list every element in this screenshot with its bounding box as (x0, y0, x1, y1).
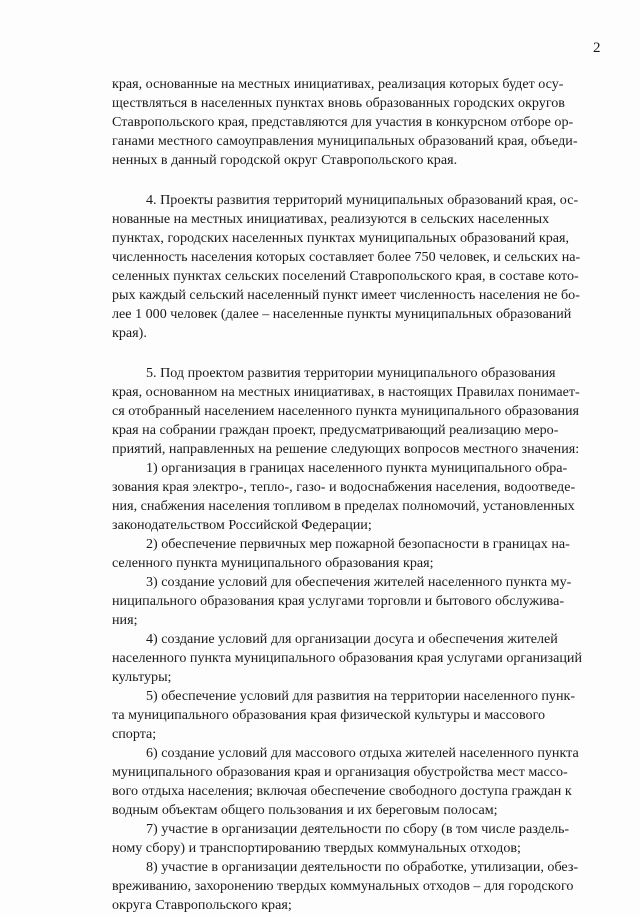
paragraph-item-4: 4. Проекты развития территорий муниципальных образований края, ос- нованные на местных инициативах, реализуются в сельских населенных пунктах, городских населенных пунктах муниципальных образований края, численность населения которых составляет более 750 человек, и сельских на- селенных пунктах сельских поселений Ставропольского края, в составе кото- рых каждый сельский населенный пункт имеет численность населения не бо- лее 1 000 человек (далее – населенные пункты муниципальных образований края). (112, 192, 581, 341)
list-item-2: 2) обеспечение первичных мер пожарной безопасности в границах на- селенного пункта муниципального образования края; (112, 536, 570, 571)
page-number: 2 (593, 40, 601, 56)
list-item-3: 3) создание условий для обеспечения жителей населенного пункта му- ниципального образования края услугами торговли и бытового обслужива- ния; (112, 574, 572, 628)
list-item-8: 8) участие в организации деятельности по обработке, утилизации, обез- вреживанию, захоронению твердых коммунальных отходов – для городского округа Ставропольского края; (112, 859, 579, 913)
list-item-4: 4) создание условий для организации досуга и обеспечения жителей населенного пункта муниципального образования края услугами организаций культуры; (112, 631, 583, 685)
paragraph-item-5: 5. Под проектом развития территории муниципального образования края, основанном на местных инициативах, в настоящих Правилах понимает- ся отобранный населением населенного пункта муниципального образования края на собрании граждан проект, предусматривающий реализацию меро- приятий, направленных на решение следующих вопросов местного значения: (112, 365, 580, 457)
list-item-5: 5) обеспечение условий для развития на территории населенного пунк- та муниципального образования края физической культуры и массового спорта; (112, 688, 576, 742)
list-item-1: 1) организация в границах населенного пункта муниципального обра- зования края электро-, тепло-, газо- и водоснабжения населения, водоотведе- ния, снабжения населения топливом в пределах полномочий, установленных законодательством Российской Федерации; (112, 460, 576, 533)
paragraph-continuation: края, основанные на местных инициативах, реализация которых будет осу- ществляться в населенных пунктах вновь образованных городских округов Ставропольского края, представляются для участия в конкурсном отборе ор- ганами местного самоуправления муниципальных образований края, объеди- ненных в данный городской округ Ставропольского края. (112, 76, 578, 168)
list-item-6: 6) создание условий для массового отдыха жителей населенного пункта муниципального образования края и организация обустройства мест массо- вого отдыха населения; включая обеспечение свободного доступа граждан к водным объектам общего пользования и их береговым полосам; (112, 745, 579, 818)
list-item-7: 7) участие в организации деятельности по сбору (в том числе раздель- ному сбору) и транспортированию твердых коммунальных отходов; (112, 821, 570, 856)
document-body (112, 75, 604, 915)
